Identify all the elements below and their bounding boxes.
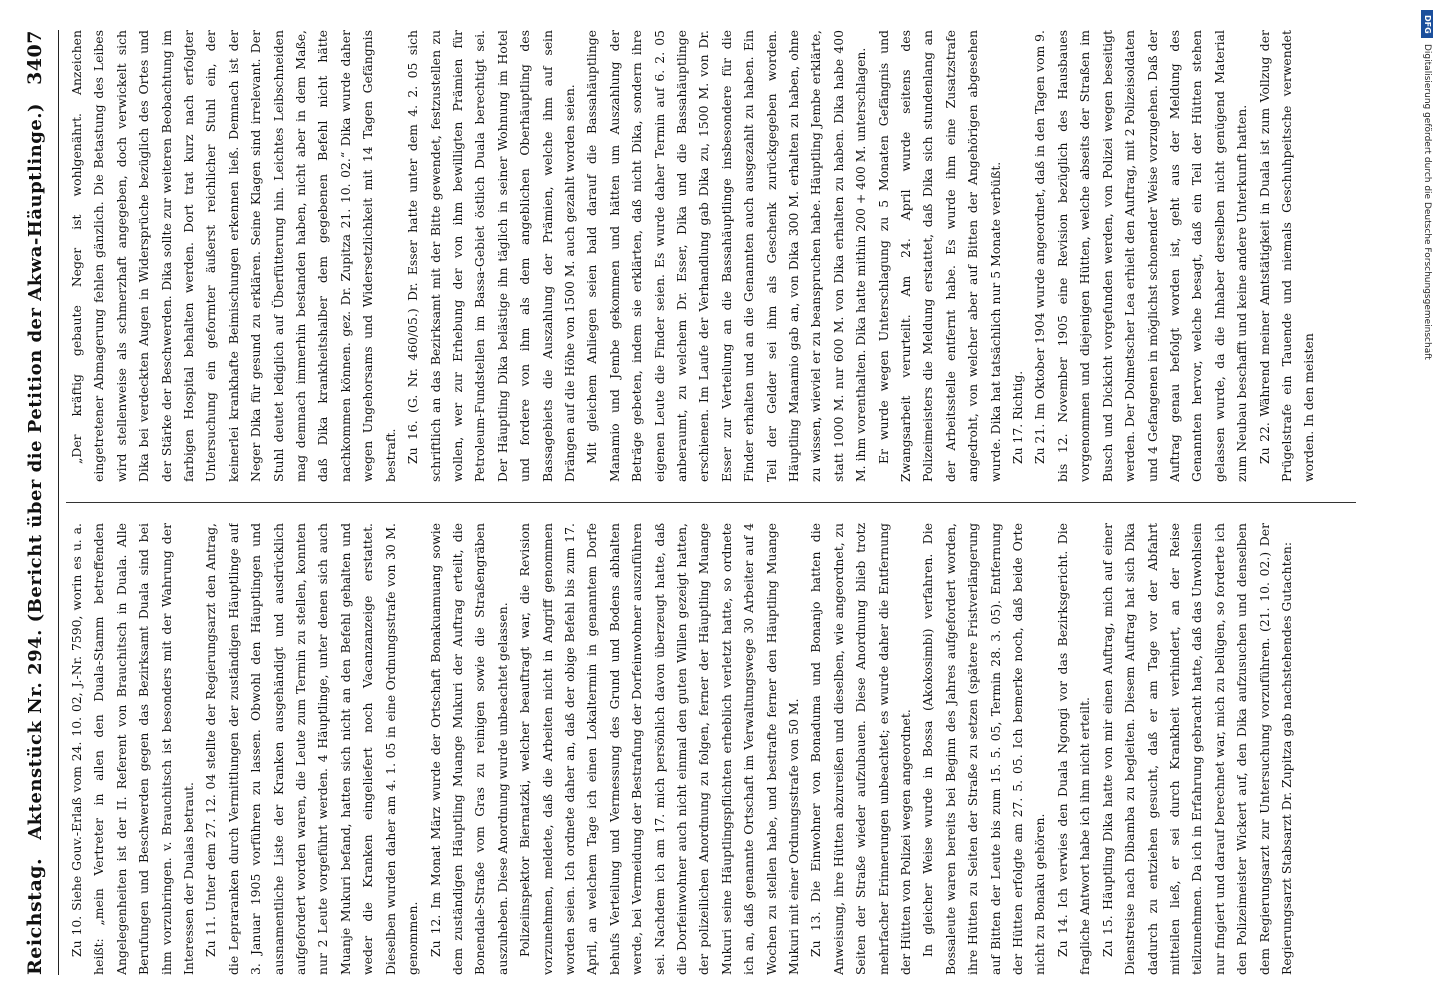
digitization-strip xyxy=(1420,4,1434,996)
right-column xyxy=(66,30,1356,482)
paragraph: Mit gleichem Anliegen seien bald darauf die Bassahäuptlinge Manamio und Jembe gekommen und hätten um Auszahlung der Beträge gebeten, indem sie erklärten, daß nicht Dika, sondern ihre eigenen Leute die Finder seien. Es wurde daher Termin auf 6. 2. 05 anberaumt, zu welchem Dr. Esser, Dika und die Bassahäuptlinge erschienen. Im Laufe der Verhandlung gab Dika zu, 1500 M. von Dr. Esser zur Verteilung an die Bassahäuptlinge insbesondere für die Finder erhalten und an die Genannten auch ausgezahlt zu haben. Ein Teil der Gelder sei ihm als Geschenk zurückgegeben worden. Häuptling Manamio gab an, von Dika 300 M. erhalten zu haben, ohne zu wissen, wieviel er zu beanspruchen habe. Häuptling Jembe erklärte, statt 1000 M. nur 600 M. von Dika erhalten zu haben. Dika habe 400 M. ihm vorenthalten. Dika hatte mithin 200 + 400 M. unterschlagen. xyxy=(584,30,869,482)
paragraph: Zu 13. Die Einwohner von Bonaduma und Bonanjo hatten die Anweisung, ihre Hütten abzureißen und dieselben, wie angeordnet, zu Seiten der Straße wieder aufzubauen. Diese Anordnung blieb trotz mehrfacher Erinnerungen unbeachtet; es wurde daher die Entfernung der Hütten von Polizei wegen angeordnet. xyxy=(808,523,914,975)
header-left: Reichstag. xyxy=(24,857,46,975)
header-rule xyxy=(58,30,59,975)
paragraph: Zu 17. Richtig. xyxy=(1010,370,1026,464)
page-header xyxy=(18,30,52,975)
paragraph: Zu 21. Im Oktober 1904 wurde angeordnet, daß in den Tagen vom 9. bis 12. November 1905 eine Revision bezüglich des Hausbaues vorgenommen und diejenigen Hütten, welche abseits der Straßen im Busch und Dickicht vorgefunden werden, von Polizei wegen beseitigt werden. Der Dolmetscher Lea erhielt den Auftrag, mit 2 Polizeisoldaten und 4 Gefangenen in möglichst schonender Weise vorzugehen. Daß der Auftrag genau befolgt worden ist, geht aus der Meldung des Genannten hervor, welche besagt, daß ein Teil der Hütten stehen gelassen wurde, da die Inhaber derselben nicht genügend Material zum Neubau beschafft und keine andere Unterkunft hatten. xyxy=(1032,30,1250,482)
paragraph: In gleicher Weise wurde in Bossa (Akokosimbi) verfahren. Die Bossaleute waren bereits bei Beginn des Jahres aufgefordert worden, ihre Hütten zu Seiten der Straße zu setzen (spätere Fristverlängerung auf Bitten der Leute bis zum 15. 5. 05, Termin 28. 3. 05). Entfernung der Hütten erfolgte am 27. 5. 05. Ich bemerke noch, daß beide Orte nicht zu Bonaku gehören. xyxy=(920,523,1048,975)
page-number: 3407 xyxy=(24,30,46,85)
left-column xyxy=(66,523,1356,975)
paragraph: Zu 22. Während meiner Amtstätigkeit in Duala ist zum Vollzug der Prügelstrafe ein Tauende und niemals Geschuhpeitsche verwendet worden. In den meisten xyxy=(1256,30,1317,482)
paragraph: Zu 12. Im Monat März wurde der Ortschaft Bonakuamuang sowie dem zuständigen Häuptling Muange Mukuri der Auftrag erteilt, die Bonendale-Straße vom Gras zu reinigen sowie die Straßengräben auszuheben. Diese Anordnung wurde unbeachtet gelassen. xyxy=(427,523,510,975)
rotated-document-page xyxy=(18,30,1358,975)
paragraph: Zu 11. Unter dem 27. 12. 04 stellte der Regierungsarzt den Antrag, die Lepraranken durch Vermittlungen der zuständigen Häuptlinge auf 3. Januar 1905 vorführen zu lassen. Obwohl den Häuptlingen und ausnamentliche Liste der Kranken ausgehändigt und ausdrücklich aufgefordert worden waren, die Leute zum Termin zu stellen, konnten nur 2 Leute vorgeführt werden. 4 Häuptlinge, unter denen sich auch Muanje Mukuri befand, hatten sich nicht an den Befehl gehalten und weder die Kranken eingeliefert noch Vacanzanzeige erstattet. Dieselben wurden daher am 4. 1. 05 in eine Ordnungsstrafe von 30 M. genommen. xyxy=(203,523,421,975)
column-divider xyxy=(66,502,1356,503)
digitization-note: Digitalisierung gefördert durch die Deutsche Forschungsgemeinschaft xyxy=(1422,44,1432,360)
header-title: Aktenstück Nr. 294. (Bericht über die Petition der Akwa-Häuptlinge.) xyxy=(24,102,46,840)
paragraph: Zu 14. Ich verwies den Duala Ngongi vor das Bezirksgericht. Die fragliche Antwort habe ich ihm nicht erteilt. xyxy=(1054,523,1093,975)
paragraph: Zu 15. Häuptling Dika hatte von mir einen Auftrag, mich auf einer Dienstreise nach Dibamba zu begleiten. Diesem Auftrag hat sich Dika dadurch zu entziehen gesucht, daß er am Tage vor der Abfahrt mitteilen ließ, er sei durch Krankheit verhindert, an der Reise teilzunehmen. Da ich in Erfahrung gebracht hatte, daß das Unwohlsein nur fingiert und darauf berechnet war, mich zu belügen, so forderte ich den Polizeimeister Wickert auf, den Dika aufzusuchen und denselben dem Regierungsarzt zur Untersuchung vorzuführen. (21. 10. 02.) Der Regierungsarzt Stabsarzt Dr. Zupitza gab nachstehendes Gutachten: xyxy=(1099,523,1294,975)
dfg-logo: DFG xyxy=(1421,10,1433,38)
paragraph: Zu 10. Siehe Gouv.-Erlaß vom 24. 10. 02, J.-Nr. 7590, worin es u. a. heißt: „mein Vertreter in allen den Duala-Stamm betreffenden Angelegenheiten ist der II. Referent von Brauchitsch in Duala. Alle Berufungen und Beschwerden gegen das Bezirksamt Duala sind bei ihm vorzubringen. v. Brauchitsch ist besonders mit der Wahrung der Interessen der Dualas betraut. xyxy=(69,523,197,975)
paragraph: „Der kräftig gebaute Neger ist wohlgenährt. Anzeichen eingetretener Abmagerung fehlen gänzlich. Die Betastung des Leibes wird stellenweise als schmerzhaft angegeben, doch verwickelt sich Dika bei verdeckten Augen in Widersprüche bezüglich des Ortes und der Stärke der Beschwerden. Dika sollte zur weiteren Beobachtung im farbigen Hospital behalten werden. Dort trat kurz nach erfolgter Untersuchung ein geformter äußerst reichlicher Stuhl ein, der keinerlei krankhafte Beimischungen erkennen ließ. Demnach ist der Neger Dika für gesund zu erklären. Seine Klagen sind irrelevant. Der Stuhl deutet lediglich auf Überfütterung hin. Leichtes Leibschneiden mag demnach immerhin bestanden haben, nicht aber in dem Maße, daß Dika krankheitshalber dem gegebenen Befehl nicht hätte nachkommen können. gez. Dr. Zupitza 21. 10. 02.“ Dika wurde daher wegen Ungehorsams und Widersetzlichkeit mit 14 Tagen Gefängnis bestraft. xyxy=(69,30,398,482)
paragraph: Er wurde wegen Unterschlagung zu 5 Monaten Gefängnis und Zwangsarbeit verurteilt. Am 24. April wurde seitens des Polizeimeisters die Meldung erstattet, daß Dika sich stundenlang an der Arbeitsstelle entfernt habe. Es wurde ihm eine Zusatzstrafe angedroht, von welcher aber auf Bitten der Angehörigen abgesehen wurde. Dika hat tatsächlich nur 5 Monate verbüßt. xyxy=(875,30,1003,482)
paragraph: Polizeiinspektor Biernatzki, welcher beauftragt war, die Revision vorzunehmen, meldete, daß die Arbeiten nicht in Angriff genommen worden seien. Ich ordnete daher an, daß der obige Befehl bis zum 17. April, an welchem Tage ich einen Lokaltermin in genanntem Dorfe behufs Verteilung und Vermessung des Grund und Bodens abhalten werde, bei Vermeidung der Bestrafung der Dorfeinwohner auszuführen sei. Nachdem ich am 17. mich persönlich davon überzeugt hatte, daß die Dorfeinwohner auch nicht einmal den guten Willen gezeigt hatten, der polizeilichen Anordnung zu folgen, ferner der Häuptling Muange Mukuri seine Häuptlingspflichten erheblich verletzt hatte, so ordnete ich an, daß genannte Ortschaft im Verwaltungswege 30 Arbeiter auf 4 Wochen zu stellen habe, und bestrafte ferner den Häuptling Muange Mukuri mit einer Ordnungsstrafe von 50 M. xyxy=(517,523,801,975)
paragraph: Zu 16. (G. Nr. 460/05.) Dr. Esser hatte unter dem 4. 2. 05 sich schriftlich an das Bezirksamt mit der Bitte gewendet, festzustellen zu wollen, wer zur Erhebung der von ihm bewilligten Prämien für Petroleum-Fundstellen im Bassa-Gebiet östlich Duala berechtigt sei. Der Häuptling Dika belästige ihn täglich in seiner Wohnung im Hotel und fordere von ihm als dem angeblichen Oberhäuptling des Bassagebiets die Auszahlung der Prämien, welche ihm auf sein Drängen auf die Höhe von 1500 M. auch gezahlt worden seien. xyxy=(405,30,577,482)
